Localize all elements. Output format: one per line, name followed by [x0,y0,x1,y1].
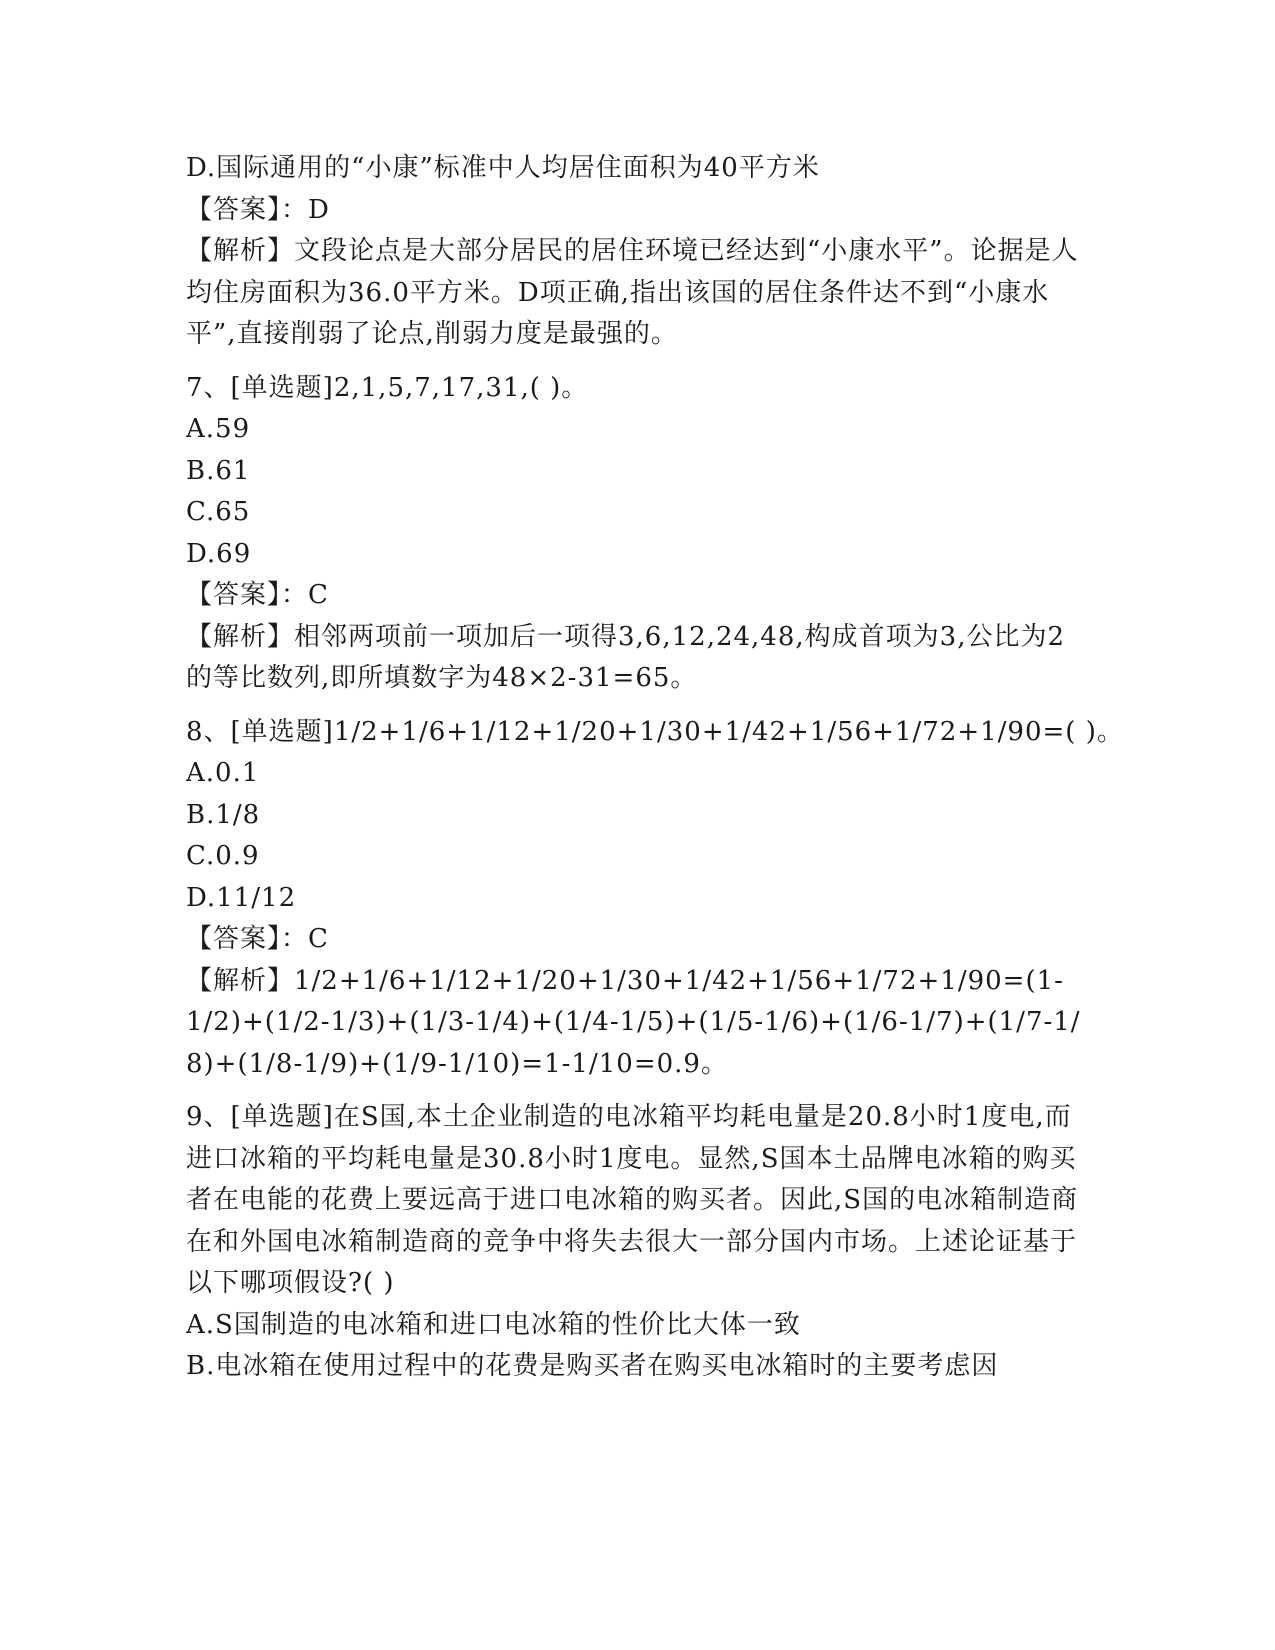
q8-stem: 8、[单选题]1/2+1/6+1/12+1/20+1/30+1/42+1/56+1/72+1/90=( )。 [186,716,1124,747]
q8-option-a: A.0.1 [186,758,260,788]
q8-answer: 【答案】：C [186,924,329,954]
q9-option-a: A.S国制造的电冰箱和进口电冰箱的性价比大体一致 [186,1309,801,1340]
q7-stem: 7、[单选题]2,1,5,7,17,31,( )。 [186,372,589,403]
q8-option-c: C.0.9 [186,841,260,871]
q7-option-d: D.69 [186,538,252,569]
question-7 [186,368,1086,700]
q8-analysis: 【解析】1/2+1/6+1/12+1/20+1/30+1/42+1/56+1/72+1/90=(1-1/2)+(1/2-1/3)+(1/3-1/4)+(1/4-1/5)+(1/5-1/6)+(1/6-1/7)+(1/7-1/8)+(1/8-1/9)+(1/9-1/10)=1-1/10=0.9。 [186,965,1081,1079]
q9-stem: 9、[单选题]在S国,本土企业制造的电冰箱平均耗电量是20.8小时1度电,而进口冰箱的平均耗电量是30.8小时1度电。显然,S国本土品牌电冰箱的购买者在电能的花费上要远高于进口电冰箱的购买者。因此,S国的电冰箱制造商在和外国电冰箱制造商的竞争中将失去很大一部分国内市场。上述论证基于以下哪项假设?( ) [186,1102,1079,1298]
q6-option-d: D.国际通用的“小康”标准中人均居住面积为40平方米 [186,153,820,183]
q6-answer: 【答案】：D [186,194,330,225]
q7-answer: 【答案】：C [186,580,329,610]
q7-option-b: B.61 [186,455,251,486]
q7-option-a: A.59 [186,414,251,444]
question-9 [186,1097,1086,1388]
question-8 [186,712,1124,1086]
q8-option-d: D.11/12 [186,882,297,913]
q8-option-b: B.1/8 [186,799,261,830]
page-content [186,148,1124,1388]
q6-analysis: 【解析】文段论点是大部分居民的居住环境已经达到“小康水平”。论据是人均住房面积为36.0平方米。D项正确,指出该国的居住条件达不到“小康水平”,直接削弱了论点,削弱力度是最强的。 [186,236,1079,349]
question-6-tail [186,148,1086,356]
q7-option-c: C.65 [186,497,251,527]
q9-option-b: B.电冰箱在使用过程中的花费是购买者在购买电冰箱时的主要考虑因 [186,1351,999,1381]
q7-analysis: 【解析】相邻两项前一项加后一项得3,6,12,24,48,构成首项为3,公比为2的等比数列,即所填数字为48×2-31=65。 [186,621,1066,693]
